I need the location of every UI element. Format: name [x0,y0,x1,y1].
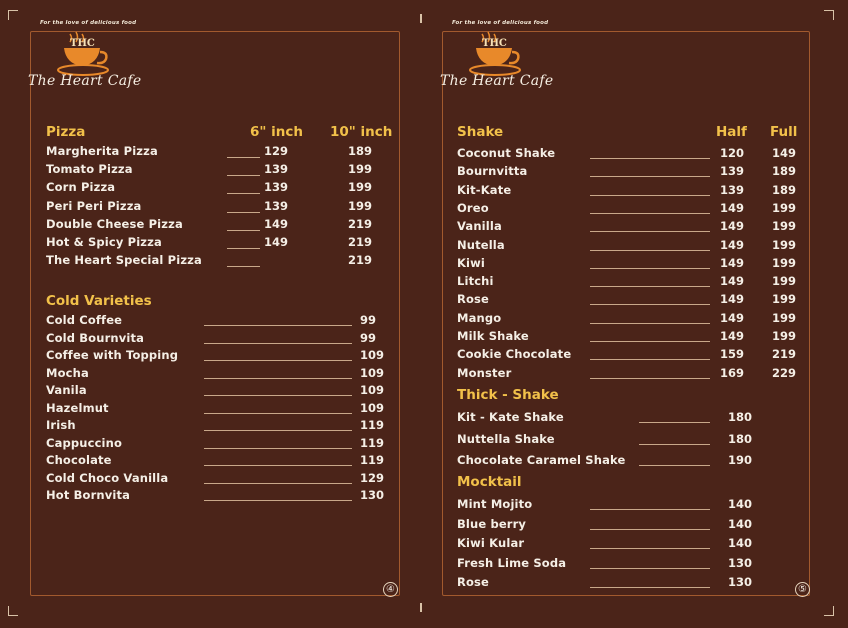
menu-item-name: Rose [457,292,490,307]
menu-item-price: 130 [360,488,385,502]
menu-item-price: 109 [360,383,385,397]
section-title-pizza: Pizza [46,124,86,140]
menu-item-name: Chocolate [46,453,112,467]
section-title-cold-varieties: Cold Varieties [46,293,152,309]
menu-item-name: Hazelmut [46,400,109,415]
menu-item-name: Milk Shake [457,329,529,343]
price-full: 199 [772,329,797,343]
price-10-inch: 189 [348,144,373,158]
price-half: 149 [720,292,745,307]
leader-line [590,231,710,232]
leader-line [590,304,710,305]
logo-tagline: For the love of delicious food [452,20,549,26]
price-10-inch: 199 [348,180,373,195]
leader-line [227,230,260,231]
shake-col-half: Half [716,124,747,140]
menu-item-name: Nutella [457,237,505,252]
menu-item-name: Kiwi [457,255,486,270]
menu-item-price: 109 [360,348,385,362]
fold-mark-bottom [420,603,422,612]
menu-item-name: Kit-Kate [457,182,512,197]
price-6-inch: 129 [264,144,289,158]
leader-line [590,176,710,177]
menu-item-name: Coffee with Topping [46,348,179,362]
menu-item-price: 180 [728,431,753,446]
menu-item-name: Rose [457,575,490,589]
left-logo [28,20,142,100]
menu-item-name: Blue berry [457,516,527,531]
price-full: 199 [772,219,797,234]
page-number-left: ④ [383,582,398,597]
pizza-col-6-inch: 6" inch [250,124,303,140]
menu-item-name: Margherita Pizza [46,144,158,158]
brand-name: The Heart Cafe [28,73,142,89]
menu-item-price: 119 [360,435,385,450]
price-full: 199 [772,255,797,270]
leader-line [204,465,352,466]
menu-item-price: 99 [360,313,377,327]
coffee-cup-logo-icon [468,28,526,78]
leader-line [204,343,352,344]
price-full: 199 [772,200,797,215]
price-6-inch: 139 [264,180,289,195]
menu-item-price: 99 [360,330,377,345]
price-half: 139 [720,182,745,197]
menu-item-name: Monster [457,365,512,380]
price-full: 189 [772,182,797,197]
price-half: 169 [720,365,745,380]
menu-item-name: Nuttella Shake [457,431,555,446]
menu-item-name: Hot & Spicy Pizza [46,235,162,249]
menu-item-price: 140 [728,516,753,531]
price-half: 149 [720,237,745,252]
leader-line [204,325,352,326]
menu-item-price: 129 [360,470,385,485]
menu-item-name: Oreo [457,200,489,215]
leader-line [590,323,710,324]
leader-line [204,360,352,361]
leader-line [590,548,710,549]
logo-letters: THC [482,38,507,49]
leader-line [590,587,710,588]
logo-letters: THC [70,38,95,49]
price-half: 149 [720,310,745,325]
coffee-cup-logo-icon [56,28,114,78]
leader-line [227,193,260,194]
price-half: 149 [720,219,745,234]
leader-line [590,268,710,269]
price-half: 149 [720,255,745,270]
leader-line [204,413,352,414]
price-half: 159 [720,347,745,362]
menu-item-name: Peri Peri Pizza [46,198,142,213]
leader-line [227,157,260,158]
menu-item-price: 130 [728,575,753,589]
menu-item-name: Hot Bornvita [46,488,131,502]
menu-item-name: Cold Bournvita [46,330,145,345]
price-6-inch: 149 [264,216,289,231]
menu-item-price: 109 [360,400,385,415]
menu-item-price: 180 [728,410,753,424]
leader-line [590,341,710,342]
leader-line [227,248,260,249]
price-full: 229 [772,365,797,380]
leader-line [639,465,710,466]
price-full: 219 [772,347,797,362]
leader-line [204,395,352,396]
menu-item-name: Mocha [46,365,89,380]
crop-mark-top-left [8,10,18,20]
price-half: 149 [720,329,745,343]
leader-line [590,213,710,214]
price-10-inch: 199 [348,198,373,213]
page-number-right: ⑤ [795,582,810,597]
pizza-col-10-inch: 10" inch [330,124,393,140]
menu-item-name: Irish [46,418,76,432]
menu-item-name: Mango [457,310,502,325]
menu-item-name: Double Cheese Pizza [46,216,183,231]
brand-name: The Heart Cafe [440,73,554,89]
menu-item-price: 130 [728,555,753,570]
menu-item-name: Cold Choco Vanilla [46,470,169,485]
leader-line [204,430,352,431]
menu-item-name: Chocolate Caramel Shake [457,453,626,467]
leader-line [204,448,352,449]
menu-item-name: Litchi [457,274,494,289]
leader-line [590,568,710,569]
menu-item-price: 119 [360,453,385,467]
price-6-inch: 149 [264,235,289,249]
price-full: 189 [772,164,797,179]
leader-line [204,378,352,379]
menu-item-name: Vanila [46,383,87,397]
leader-line [639,444,710,445]
price-half: 149 [720,200,745,215]
menu-item-price: 140 [728,536,753,550]
menu-item-name: The Heart Special Pizza [46,253,202,268]
leader-line [590,378,710,379]
menu-item-price: 109 [360,365,385,380]
leader-line [590,195,710,196]
menu-item-name: Bournvitta [457,164,528,179]
menu-item-name: Vanilla [457,219,502,234]
menu-item-name: Kit - Kate Shake [457,410,564,424]
menu-item-name: Fresh Lime Soda [457,555,567,570]
menu-item-price: 140 [728,497,753,511]
price-half: 120 [720,146,745,160]
leader-line [590,286,710,287]
leader-line [227,266,260,267]
menu-item-name: Corn Pizza [46,180,116,195]
menu-item-name: Cookie Chocolate [457,347,572,362]
menu-item-name: Cold Coffee [46,313,123,327]
leader-line [590,158,710,159]
menu-item-name: Cappuccino [46,435,123,450]
section-title-shake: Shake [457,124,504,140]
section-title-mocktail: Mocktail [457,474,522,490]
leader-line [590,509,710,510]
menu-item-name: Kiwi Kular [457,536,525,550]
menu-item-name: Mint Mojito [457,497,533,511]
menu-item-price: 119 [360,418,385,432]
price-half: 139 [720,164,745,179]
leader-line [590,359,710,360]
crop-mark-bottom-right [824,606,834,616]
price-full: 199 [772,274,797,289]
price-full: 149 [772,146,797,160]
leader-line [227,175,260,176]
section-title-thick-shake: Thick - Shake [457,387,559,403]
leader-line [590,529,710,530]
price-full: 199 [772,237,797,252]
fold-mark-top [420,14,422,23]
menu-item-name: Tomato Pizza [46,162,133,177]
crop-mark-bottom-left [8,606,18,616]
right-logo [440,20,554,100]
shake-col-full: Full [770,124,798,140]
leader-line [204,500,352,501]
leader-line [639,422,710,423]
price-10-inch: 219 [348,216,373,231]
price-full: 199 [772,310,797,325]
leader-line [204,483,352,484]
price-10-inch: 199 [348,162,373,177]
leader-line [227,212,260,213]
logo-tagline: For the love of delicious food [40,20,137,26]
price-6-inch: 139 [264,198,289,213]
crop-mark-top-right [824,10,834,20]
leader-line [590,250,710,251]
price-full: 199 [772,292,797,307]
price-half: 149 [720,274,745,289]
price-6-inch: 139 [264,162,289,177]
price-10-inch: 219 [348,235,373,249]
price-10-inch: 219 [348,253,373,268]
menu-item-price: 190 [728,453,753,467]
menu-item-name: Coconut Shake [457,146,556,160]
